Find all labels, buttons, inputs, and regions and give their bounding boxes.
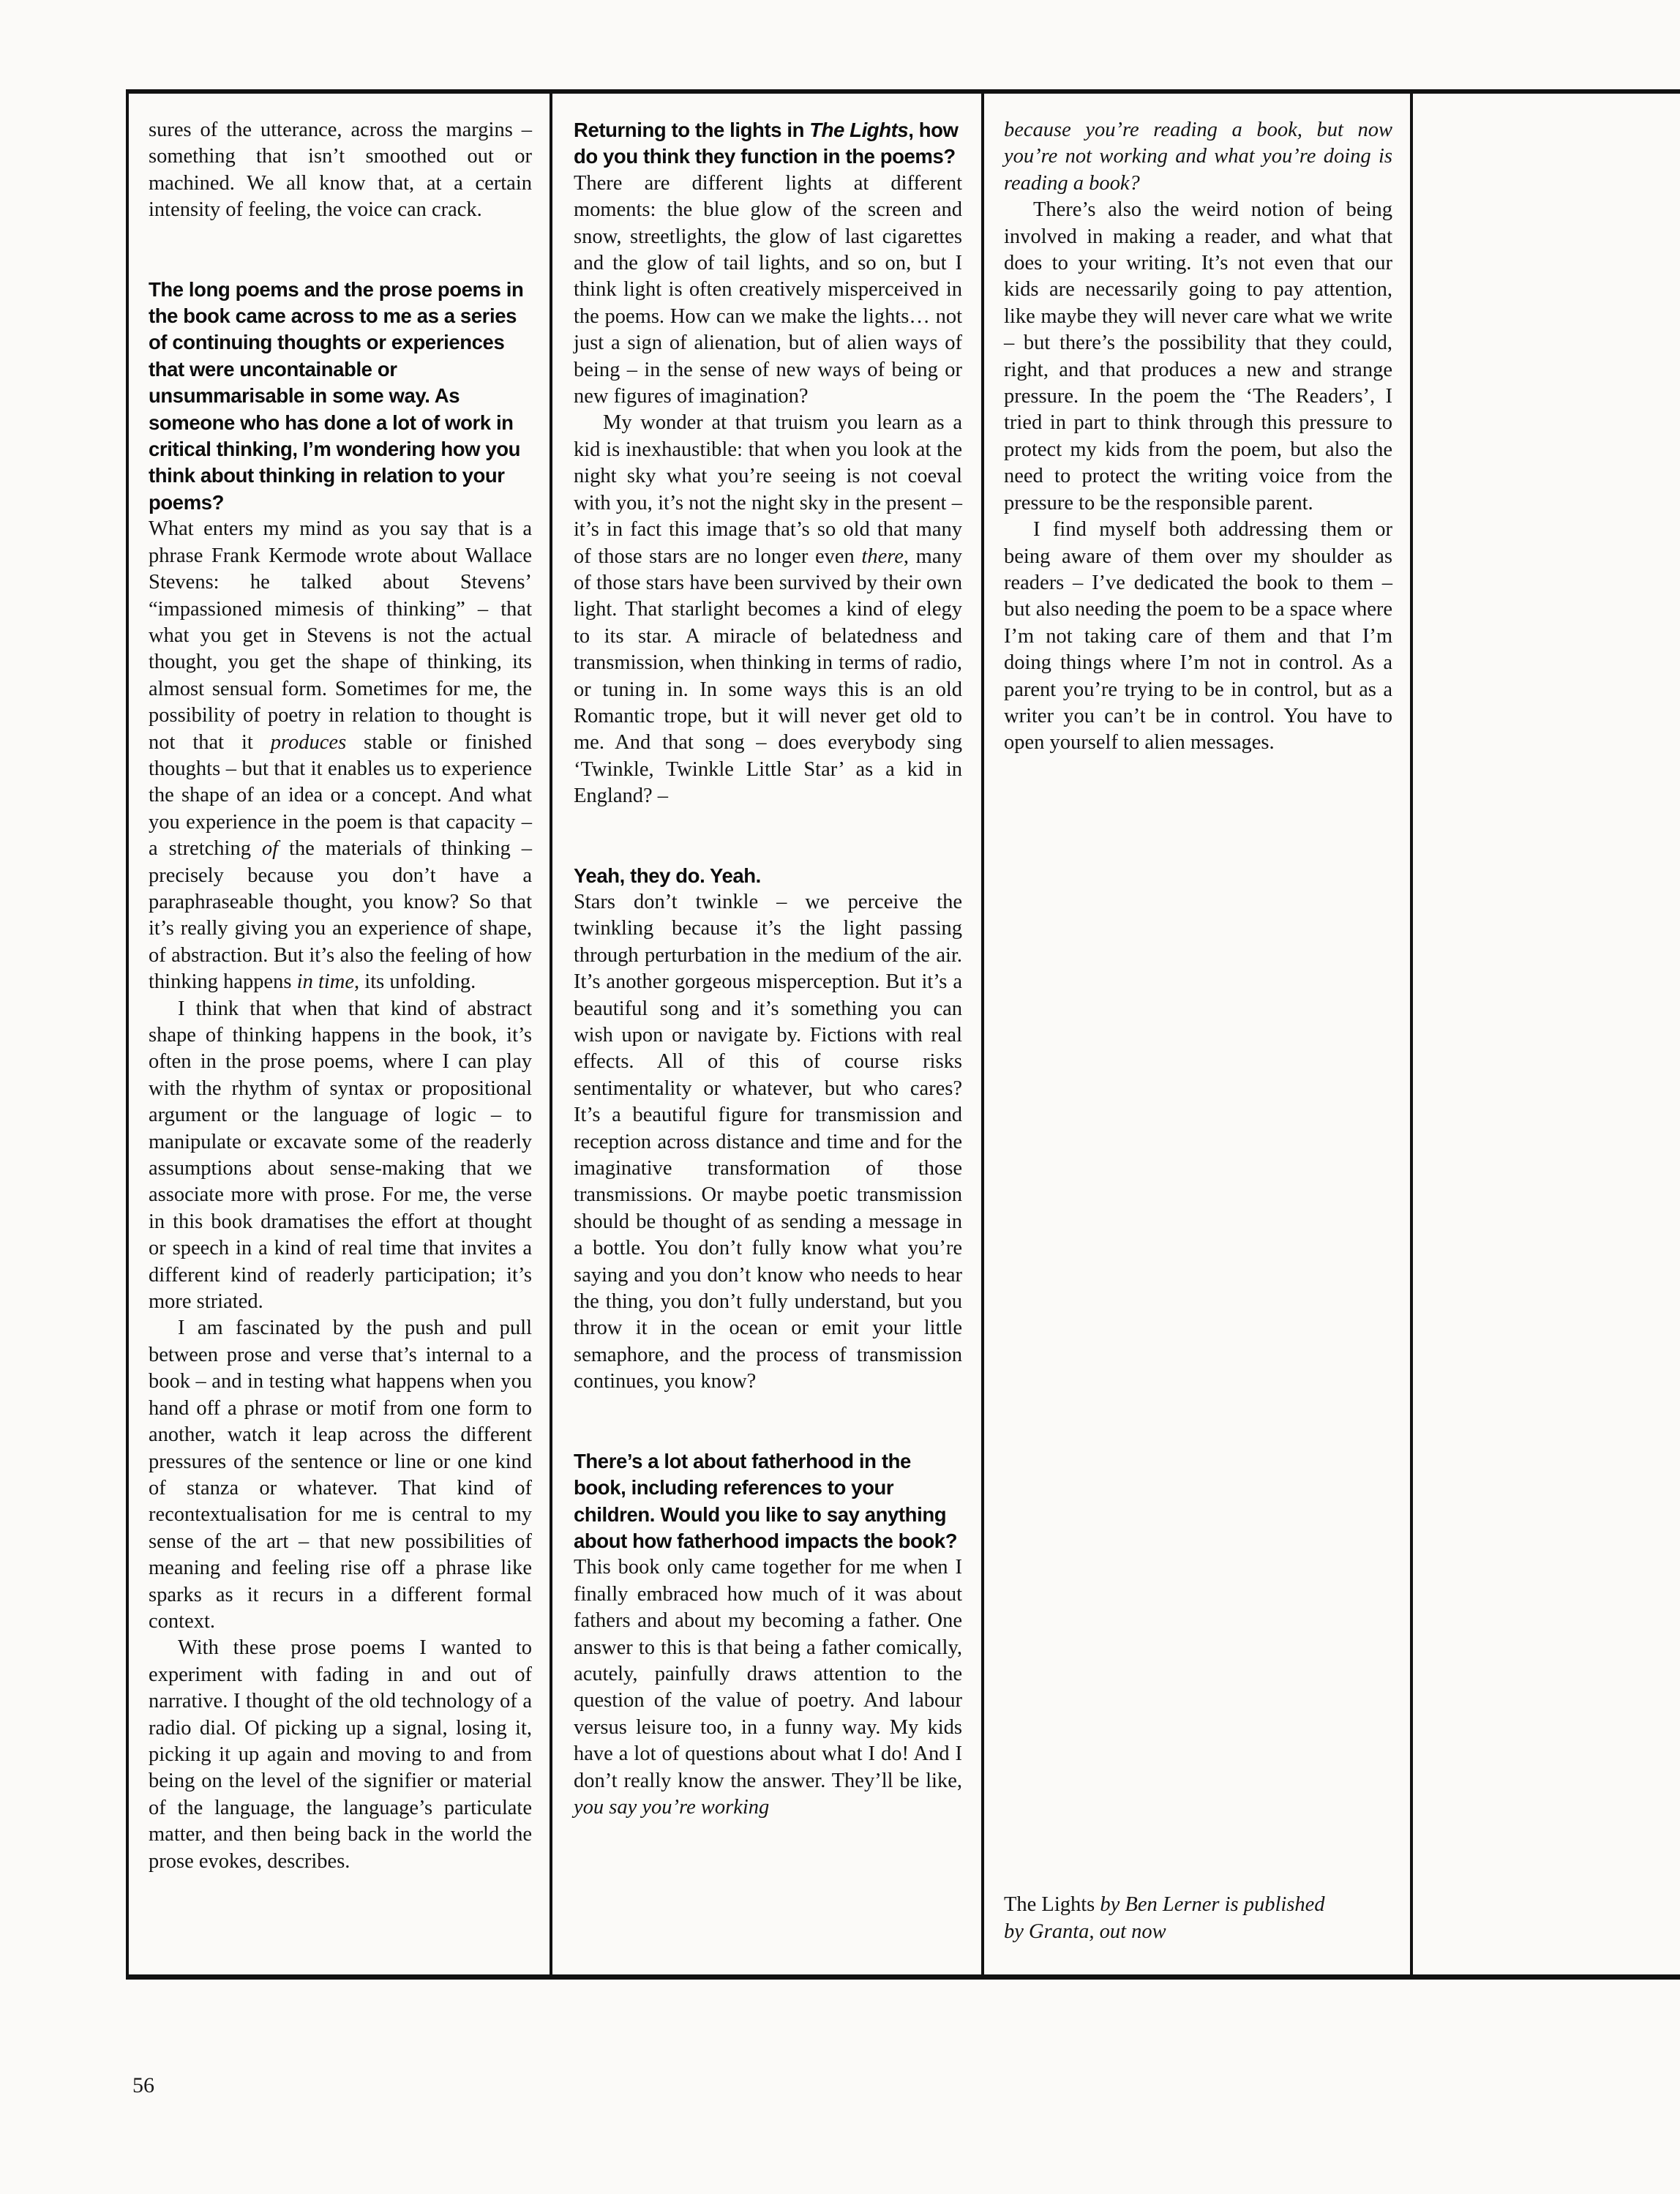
answer-paragraph [574,171,962,411]
text-run: Stars don’t twinkle – we perceive the twinkling because it’s the light passing through perturbation in the medium of the air. It’s another gorgeous misperception. But it’s a beautiful song and it’s something you can wish upon or navigate by. Fictions with real effects. All of this of course risks sentimentality or whatever, but who cares? It’s a beautiful figure for transmission and reception across distance and time and for the imaginative transformation of those transmissions. Or maybe poetic transmission should be thought of as sending a message in a bottle. You don’t fully know what you’re saying and you don’t know who needs to hear the thing, you don’t fully understand, but you throw it in the ocean or emit your little semaphore, and the process of transmission continues, you know? [574,890,962,1393]
text-run: , how do you think they function in the poems? [574,119,959,168]
text-run: With these prose poems I wanted to experiment with fading in and out of narrative. I thought of the old technology of a radio dial. Of picking up a signal, losing it, picking it up again and moving to and from being on the level of the signifier or material of the language, the language’s particulate matter, and then being back in the world the prose evokes, describes. [149,1636,532,1873]
book-credit [1004,1892,1392,1945]
answer-paragraph [149,1315,532,1635]
text-run: I find myself both addressing them or being aware of them over my shoulder as readers – I’ve dedicated the book to them – but also needing the poem to be a space where I’m not taking care of them and that I’m doing things where I’m not in control. As a parent you’re trying to be in control, but as a writer you can’t be in control. You have to open yourself to alien messages. [1004,518,1392,755]
text-run: by Granta, out now [1004,1920,1166,1943]
text-run: of [261,837,279,861]
text-run: , its unfolding. [354,970,476,994]
credit-line [1004,1892,1392,1918]
answer-paragraph [149,117,532,224]
text-run: in time [296,970,355,994]
text-run: the materials of thinking – precisely because you don’t have a paraphraseable thought, you know? So that it’s really giving you an experience of shape, of abstraction. But it’s also the feeling of how thinking happens [149,837,532,994]
column-1 [129,94,552,1974]
answer-paragraph [149,996,532,1316]
answer-paragraph [1004,117,1392,197]
text-run: Yeah, they do. Yeah. [574,864,761,887]
column-grid [126,89,1680,1980]
answer-paragraph [1004,517,1392,757]
answer-paragraph [574,889,962,1396]
interviewer-question [574,117,962,171]
text-run: because you’re reading a book, but now you’re not working and what you’re doing is reading a book? [1004,119,1392,195]
text-run: What enters my mind as you say that is a phrase Frank Kermode wrote about Wallace Stevens: he talked about Stevens’ “impassioned mimesis of thinking” – that what you get in Stevens is not the actual thought, you get the shape of thinking, its almost sensual form. Sometimes for me, the possibility of poetry in relation to thought is not that it [149,517,532,754]
text-run: There’s a lot about fatherhood in the book, including references to your children. Would you like to say anything about how fatherhood impacts the book? [574,1449,958,1552]
answer-paragraph [574,1554,962,1821]
text-run: sures of the utterance, across the margins – something that isn’t smoothed out or machined. We all know that, at a certain intensity of feeling, the voice can crack. [149,119,532,222]
text-run: There’s also the weird notion of being involved in making a reader, and what that does to your writing. It’s not even that our kids are necessarily going to pay attention, like maybe they will never care what we write – but there’s the possibility that they could, right, and that produces a new and strange pressure. In the poem the ‘The Readers’, I tried in part to think through this pressure to protect my kids from the poem, but also the need to protect the writing voice from the pressure to be the responsible parent. [1004,198,1392,514]
interviewer-question [149,277,532,517]
text-run: produces [270,730,347,754]
interviewer-question [574,1448,962,1555]
page-number: 56 [132,2073,154,2097]
text-run: The long poems and the prose poems in the book came across to me as a series of continuing thoughts or experiences that were uncontainable or unsummarisable in some way. As someone who has done a lot of work in critical thinking, I’m wondering how you think about thinking in relation to your poems? [149,277,524,514]
text-run: There are different lights at different moments: the blue glow of the screen and snow, streetlights, the glow of last cigarettes and the glow of tail lights, and so on, but I think light is often creatively misperceived in the poems. How can we make the lights… not just a sign of alienation, but of alien ways of being – in the sense of new ways of being or new figures of imagination? [574,171,962,408]
text-run: The Lights [1004,1893,1100,1917]
text-run: by Ben Lerner is published [1100,1893,1325,1917]
text-run: My wonder at that truism you learn as a kid is inexhaustible: that when you look at the night sky what you’re seeing is not coeval with you, it’s not the night sky in the present – it’s in fact this image that’s so old that many of those stars are no longer even [574,411,962,568]
text-run: you say you’re working [574,1795,770,1819]
text-run: This book only came together for me when I finally embraced how much of it was about fathers and about my becoming a father. One answer to this is that being a father comically, acutely, painfully draws attention to the question of the value of poetry. And labour versus leisure too, in a funny way. My kids have a lot of questions about what I do! And I don’t really know the answer. They’ll be like, [574,1556,962,1792]
interviewer-subhead [574,863,962,889]
text-run: The Lights [809,119,909,141]
answer-paragraph [574,410,962,809]
text-run: I think that when that kind of abstract shape of thinking happens in the book, it’s often in the prose poems, where I can play with the rhythm of syntax or propositional argument or the language of logic – to manipulate or excavate some of the readerly assumptions about sense-making that we associate more with prose. For me, the verse in this book dramatises the effort at thought or speech in a kind of real time that invites a different kind of readerly participation; it’s more striated. [149,997,532,1314]
text-run: there [861,544,904,568]
answer-paragraph [149,516,532,995]
answer-paragraph [149,1635,532,1875]
column-4-empty [1413,94,1680,1974]
answer-paragraph [1004,197,1392,517]
text-run: Returning to the lights in [574,119,810,141]
column-2 [552,94,984,1974]
credit-line [1004,1919,1392,1945]
text-run: I am fascinated by the push and pull between prose and verse that’s internal to a book – and in testing what happens when you hand off a phrase or motif from one form to another, watch it leap across the different pressures of the sentence or line or one kind of stanza or whatever. That kind of recontextualisation for me is central to my sense of the art – that new possibilities of meaning and feeling rise off a phrase like sparks as it recurs in a different formal context. [149,1317,532,1633]
column-3 [984,94,1413,1974]
text-run: , many of those stars have been survived by their own light. That starlight becomes a kind of elegy to its star. A miracle of belatedness and transmission, when thinking in terms of radio, or tuning in. In some ways this is an old Romantic trope, but it will never get old to me. And that song – does everybody sing ‘Twinkle, Twinkle Little Star’ as a kid in England? – [574,544,962,808]
text-run: stable or finished thoughts – but that it enables us to experience the shape of an idea or a concept. And what you experience in the poem is that capacity – a stretching [149,730,532,861]
